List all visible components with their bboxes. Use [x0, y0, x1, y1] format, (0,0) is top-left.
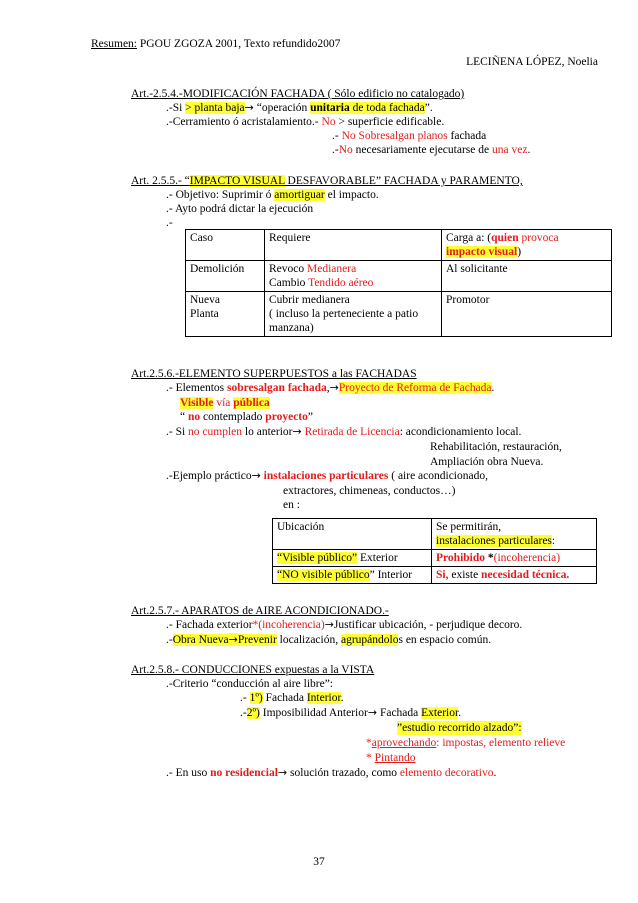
table-cell	[432, 567, 597, 584]
arrow-right-icon: →	[292, 425, 302, 438]
section-title-2-5-6: Art.2.5.6.-ELEMENTO SUPERPUESTOS a las FACHADAS	[131, 368, 417, 380]
text: .- En uso	[166, 767, 211, 779]
text: .- Fachada exterior	[166, 619, 253, 631]
table-cell	[432, 519, 597, 550]
red-text: no	[187, 411, 201, 423]
text: fachada	[447, 130, 487, 142]
table-cell	[442, 230, 612, 261]
s5-line-3	[240, 706, 461, 720]
table-cell: Ubicación	[273, 519, 432, 550]
text: ”.	[424, 102, 433, 114]
section-title-2-5-7: Art.2.5.7.- APARATOS de AIRE ACONDICIONADO.-	[131, 605, 389, 617]
highlight: agrupándolo	[340, 634, 399, 646]
text: el impacto.	[324, 189, 379, 201]
red-text: una vez	[491, 144, 528, 156]
red-text: No Sobresalgan planos	[341, 130, 448, 142]
red-text: provoca	[518, 232, 559, 244]
text: > superficie edificable.	[335, 116, 445, 128]
text: .-	[240, 692, 250, 704]
red-text: Pintando	[374, 752, 416, 764]
text: Fachada	[377, 707, 422, 719]
table-cell	[273, 550, 432, 567]
s1-line-4	[332, 143, 530, 157]
highlight: Obra Nueva	[172, 634, 229, 646]
text: “operación	[253, 102, 311, 114]
section-title-2-5-4: Art.-2.5.4.-MODIFICACIÓN FACHADA ( Sólo edificio no catalogado)	[131, 88, 465, 100]
highlight: Visible	[180, 397, 214, 409]
text: .-	[332, 144, 339, 156]
red-text: *(incoherencia)	[252, 619, 325, 631]
text: .- Objetivo: Suprimir ó	[166, 189, 275, 201]
text: Planta	[190, 308, 219, 320]
red-text: aprovechando	[371, 737, 437, 749]
s3-line-4	[166, 425, 521, 439]
text: ( incluso la perteneciente a patio	[269, 308, 419, 320]
s3-line-3	[180, 410, 313, 424]
red-text: Retirada de Licencia	[301, 426, 400, 438]
installations-table	[272, 518, 597, 584]
page-number: 37	[313, 856, 325, 868]
text: s en espacio común.	[398, 634, 492, 646]
text: contemplado	[200, 411, 266, 423]
highlight: 2º)	[246, 707, 260, 719]
text: ,	[326, 382, 330, 394]
text: .	[340, 692, 344, 704]
text: Cambio	[269, 277, 309, 289]
red-text: quien	[491, 232, 519, 244]
header-prefix: Resumen:	[91, 38, 137, 50]
highlight: > planta baja	[185, 102, 245, 114]
s5-line-5	[366, 736, 565, 750]
text: .- Elementos	[166, 382, 227, 394]
table-cell: Caso	[186, 230, 265, 261]
table-cell: Promotor	[442, 292, 612, 337]
red-text: No	[321, 116, 336, 128]
text: Art. 2.5.5.- “	[131, 175, 190, 187]
table-row	[273, 519, 597, 550]
red-text: (incoherencia)	[493, 552, 561, 564]
red-text: elemento decorativo	[399, 767, 494, 779]
table-cell	[186, 292, 265, 337]
highlight: 1º)	[249, 692, 263, 704]
text: )	[517, 246, 522, 258]
arrow-right-icon: →	[367, 706, 378, 719]
text: .	[527, 144, 531, 156]
text: “	[180, 411, 188, 423]
text: DESFAVORABLE” FACHADA y PARAMENTO,	[284, 175, 523, 187]
text: .- Si	[166, 426, 189, 438]
red-text: *	[366, 737, 372, 749]
text: .-Ejemplo práctico	[166, 470, 252, 482]
highlight: Interior	[306, 692, 341, 704]
s1-line-2	[166, 115, 444, 129]
table-cell	[265, 261, 442, 292]
red-text: necesidad técnica.	[481, 569, 570, 581]
arrow-right-icon: →	[244, 101, 254, 114]
text: : acondicionamiento local.	[399, 426, 522, 438]
table-row	[273, 550, 597, 567]
table-cell	[265, 292, 442, 337]
text: Revoco	[269, 263, 308, 275]
text: .	[491, 382, 495, 394]
text: existe	[448, 569, 482, 581]
highlight: impacto visual	[446, 246, 518, 258]
red-text: vía	[213, 397, 234, 409]
table-row	[186, 292, 612, 337]
arrow-right-icon: →	[251, 469, 261, 482]
highlight: Exterior	[421, 707, 459, 719]
table-cell	[273, 567, 432, 584]
text: .-Cerramiento ó acristalamiento.-	[166, 116, 322, 128]
text: manzana)	[269, 322, 314, 334]
highlight: de toda fachada	[349, 102, 425, 114]
text: Imposibilidad Anterior	[259, 707, 368, 719]
s1-line-3	[332, 129, 486, 143]
highlight: pública	[233, 397, 270, 409]
header-author: LECIÑENA LÓPEZ, Noelia	[466, 56, 598, 68]
table-cell: Demolición	[186, 261, 265, 292]
text: ”	[307, 411, 313, 423]
highlight: amortiguar	[274, 189, 325, 201]
highlight: unitaria	[310, 102, 350, 114]
arrow-right-icon: →	[329, 381, 339, 394]
section-title-2-5-5	[131, 174, 523, 188]
table-row	[186, 261, 612, 292]
red-text: instalaciones particulares	[260, 470, 389, 482]
red-text: Medianera	[307, 263, 357, 275]
text: Cubrir medianera	[269, 294, 350, 306]
red-text: no residencial	[210, 767, 278, 779]
text: Exterior	[357, 552, 398, 564]
red-text: Tendido aéreo	[308, 277, 374, 289]
text: :	[551, 535, 556, 547]
text: .-Si	[166, 102, 186, 114]
red-text: : impostas, elemento relieve	[436, 737, 566, 749]
text: ( aire acondicionado,	[388, 470, 488, 482]
red-text: No	[338, 144, 353, 156]
red-text: proyecto	[265, 411, 308, 423]
arrow-right-icon: →	[228, 633, 238, 646]
text: .	[458, 707, 462, 719]
highlight: Prevenir	[237, 634, 277, 646]
text: necesariamente ejecutarse de	[352, 144, 492, 156]
s5-line-1: .-Criterio “conducción al aire libre”:	[166, 678, 333, 690]
s3-line-2	[180, 396, 270, 410]
s3-line-9: en :	[283, 499, 300, 511]
s3-line-7	[166, 469, 488, 483]
red-text: Prohibido	[436, 552, 485, 564]
impact-table	[185, 229, 612, 337]
s2-line-2: .- Ayto podrá dictar la ejecución	[166, 203, 314, 215]
text: *	[485, 552, 494, 564]
s1-line-1	[166, 101, 433, 115]
red-text: no cumplen	[188, 426, 243, 438]
s3-line-8: extractores, chimeneas, conductos…)	[283, 485, 456, 497]
arrow-right-icon: →	[324, 618, 334, 631]
red-text: *	[366, 752, 375, 764]
s5-line-2	[240, 691, 344, 705]
doc-header	[91, 37, 340, 51]
text: .-	[240, 707, 247, 719]
red-text: Si,	[436, 569, 449, 581]
s2-line-1	[166, 188, 379, 202]
table-row	[186, 230, 612, 261]
text: .	[493, 767, 497, 779]
text: Se permitirán,	[436, 521, 502, 533]
s5-line-4: ”estudio recorrido alzado”:	[397, 722, 522, 734]
highlight: IMPACTO VISUAL	[189, 175, 285, 187]
arrow-right-icon: →	[277, 766, 288, 779]
text: Fachada	[262, 692, 307, 704]
table-cell: Requiere	[265, 230, 442, 261]
highlight: Proyecto de Reforma de Fachada	[338, 382, 492, 394]
text: Justificar ubicación, - perjudique decoro.	[333, 619, 523, 631]
text: lo anterior	[242, 426, 293, 438]
text: .-	[166, 634, 173, 646]
section-title-2-5-8: Art.2.5.8.- CONDUCCIONES expuestas a la VISTA	[131, 664, 375, 676]
s3-line-5: Rehabilitación, restauración,	[430, 441, 562, 453]
text: .-	[332, 130, 342, 142]
text: ” Interior	[369, 569, 413, 581]
highlight: “Visible público”	[277, 552, 358, 564]
header-title: PGOU ZGOZA 2001, Texto refundido2007	[137, 38, 341, 50]
red-text: sobresalgan fachada	[227, 382, 327, 394]
text: solución trazado, como	[287, 767, 400, 779]
table-cell: Al solicitante	[442, 261, 612, 292]
text: localización,	[276, 634, 341, 646]
s5-line-6	[366, 751, 416, 765]
table-row	[273, 567, 597, 584]
s4-line-2	[166, 633, 491, 647]
highlight: instalaciones particulares	[436, 535, 552, 547]
text: Carga a: (	[446, 232, 492, 244]
table-cell	[432, 550, 597, 567]
s4-line-1	[166, 618, 522, 632]
text: Nueva	[190, 294, 221, 306]
s3-line-1	[166, 381, 494, 395]
s5-line-7	[166, 766, 496, 780]
s3-line-6: Ampliación obra Nueva.	[430, 456, 544, 468]
highlight: “NO visible público	[277, 569, 370, 581]
s2-line-3: .-	[166, 217, 173, 229]
